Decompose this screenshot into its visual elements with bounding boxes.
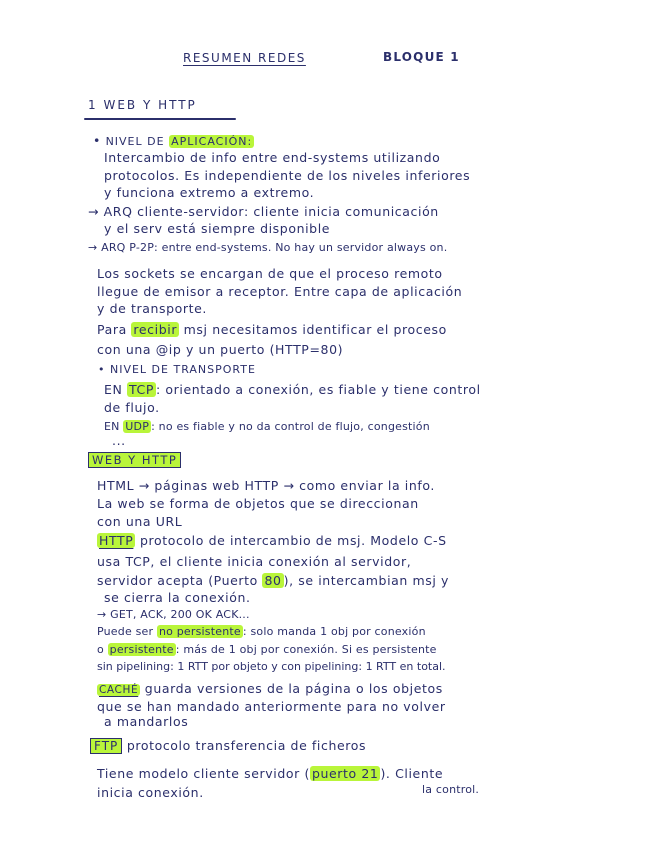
text-line: sin pipelining: 1 RTT por objeto y con pipelining: 1 RTT en total. [97,660,446,673]
highlight: TCP [129,382,155,397]
ftp-def: FTP protocolo transferencia de ficheros [90,738,366,754]
text-line: EN UDP : no es fiable y no da control de flujo, congestión [104,420,430,433]
text-line: → ARQ P-2P: entre end-systems. No hay un servidor always on. [88,241,448,254]
text-line: o persistente : más de 1 obj por conexión. Si es persistente [97,643,437,656]
app-layer-highlight: APLICACIÓN: [171,135,253,148]
text-line: Para recibir msj necesitamos identificar el proceso [97,322,447,337]
text-line: llegue de emisor a receptor. Entre capa de aplicación [97,284,463,299]
http-label: HTTP [99,533,134,548]
text-line: que se han mandado anteriormente para no volver [97,699,446,714]
highlight: 80 [264,573,282,588]
text-line: Tiene modelo cliente servidor ( puerto 21 ). Cliente [97,766,444,781]
text-line: → ARQ cliente-servidor: cliente inicia comunicación [88,204,439,219]
text-line: se cierra la conexión. [104,590,251,605]
text-line: con una @ip y un puerto (HTTP=80) [97,342,344,357]
text-line: de flujo. [104,400,160,415]
transport-heading: • NIVEL DE TRANSPORTE [98,363,256,376]
text-line: HTML → páginas web HTTP → como enviar la info. [97,478,435,493]
cache-label: CACHÉ [99,684,139,696]
ftp-label: FTP [90,738,122,754]
highlight: no persistente [158,625,241,638]
text-line: EN TCP : orientado a conexión, es fiable y tiene control [104,382,481,397]
section-heading: 1 WEB Y HTTP [88,98,197,112]
text-line: con una URL [97,514,183,529]
side-note: la control. [422,783,480,796]
text-line: y de transporte. [97,301,207,316]
text-line: ... [112,433,126,448]
text-line: → GET, ACK, 200 OK ACK... [97,608,250,621]
text-line: y el serv está siempre disponible [104,221,331,236]
text-line: servidor acepta (Puerto 80 ), se intercambian msj y [97,573,450,588]
highlight: persistente [109,643,174,656]
text-line: Los sockets se encargan de que el proceso remoto [97,266,443,281]
block-label: BLOQUE 1 [383,50,460,64]
text-line: inicia conexión. [97,785,204,800]
text-line: Intercambio de info entre end-systems utilizando [104,150,441,165]
text-line: Puede ser no persistente : solo manda 1 obj por conexión [97,625,426,638]
text-line: protocolos. Es independiente de los niveles inferiores [104,168,471,183]
highlight: UDP [125,420,150,433]
text-line: a mandarlos [104,714,189,729]
page-title: RESUMEN REDES [183,51,306,65]
app-layer-heading: • NIVEL DE APLICACIÓN: [93,133,253,148]
cache-def: CACHÉ guarda versiones de la página o los objetos [99,681,443,696]
text-line: y funciona extremo a extremo. [104,185,315,200]
text-line: usa TCP, el cliente inicia conexión al servidor, [97,554,412,569]
text-line: La web se forma de objetos que se direccionan [97,496,419,511]
highlight: recibir [133,322,178,337]
web-http-heading: WEB Y HTTP [88,452,181,468]
highlight: puerto 21 [311,766,379,781]
http-def: HTTP protocolo de intercambio de msj. Modelo C-S [99,533,447,548]
heading-underline [84,118,236,120]
